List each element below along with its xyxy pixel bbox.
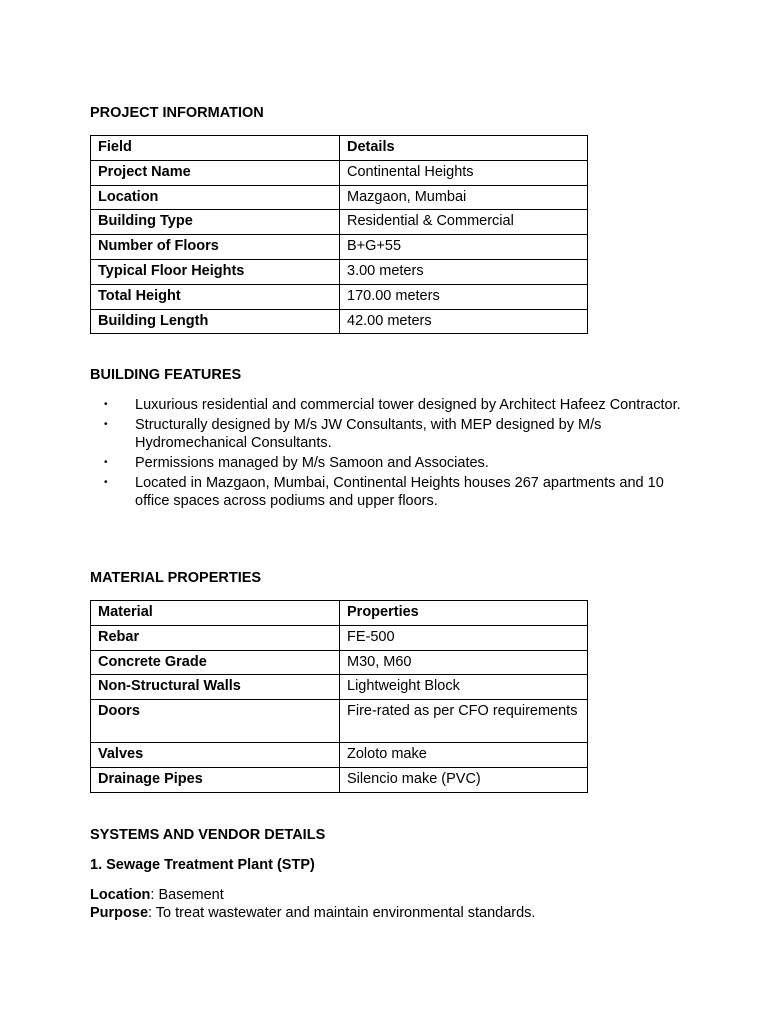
- field-cell: Total Height: [91, 284, 340, 309]
- list-item-text: Located in Mazgaon, Mumbai, Continental Heights houses 267 apartments and 10 office spaces across podiums and upper floors.: [135, 475, 664, 509]
- table-header-row: [91, 601, 588, 626]
- table-row: [91, 650, 588, 675]
- list-item: [90, 416, 690, 452]
- table-row: [91, 235, 588, 260]
- details-cell: 170.00 meters: [340, 284, 588, 309]
- bullet-icon: •: [104, 399, 108, 410]
- table-row: [91, 309, 588, 334]
- field-cell: Number of Floors: [91, 235, 340, 260]
- field-cell: Location: [91, 185, 340, 210]
- project-information-table: [90, 135, 588, 334]
- building-features-list: [90, 396, 690, 512]
- properties-cell: Fire-rated as per CFO requirements: [340, 700, 588, 743]
- table-row: [91, 700, 588, 743]
- details-cell: Residential & Commercial: [340, 210, 588, 235]
- material-cell: Concrete Grade: [91, 650, 340, 675]
- bullet-icon: •: [104, 477, 108, 488]
- details-cell: Continental Heights: [340, 160, 588, 185]
- list-item-text: Permissions managed by M/s Samoon and Associates.: [135, 455, 489, 471]
- details-cell: Mazgaon, Mumbai: [340, 185, 588, 210]
- list-item: [90, 396, 690, 414]
- properties-cell: Silencio make (PVC): [340, 767, 588, 792]
- field-cell: Typical Floor Heights: [91, 259, 340, 284]
- table-row: [91, 767, 588, 792]
- list-item: [90, 474, 690, 510]
- details-cell: 3.00 meters: [340, 259, 588, 284]
- material-cell: Drainage Pipes: [91, 767, 340, 792]
- table-row: [91, 160, 588, 185]
- building-features-heading: BUILDING FEATURES: [90, 367, 242, 383]
- material-cell: Rebar: [91, 625, 340, 650]
- column-header: Field: [91, 136, 340, 161]
- table-row: [91, 742, 588, 767]
- material-properties-heading: MATERIAL PROPERTIES: [90, 570, 262, 586]
- table-header-row: [91, 136, 588, 161]
- list-item-text: Luxurious residential and commercial tower designed by Architect Hafeez Contractor.: [135, 397, 681, 413]
- material-properties-table: [90, 600, 588, 793]
- properties-cell: Zoloto make: [340, 742, 588, 767]
- list-item: [90, 454, 690, 472]
- list-item-text: Structurally designed by M/s JW Consultants, with MEP designed by M/s Hydromechanical Consultants.: [135, 417, 602, 451]
- properties-cell: Lightweight Block: [340, 675, 588, 700]
- properties-cell: FE-500: [340, 625, 588, 650]
- table-row: [91, 185, 588, 210]
- table-row: [91, 259, 588, 284]
- bullet-icon: •: [104, 419, 108, 430]
- material-cell: Non-Structural Walls: [91, 675, 340, 700]
- stp-purpose-line: [90, 904, 535, 922]
- column-header: Material: [91, 601, 340, 626]
- material-cell: Valves: [91, 742, 340, 767]
- location-label: Location: [90, 887, 151, 903]
- details-cell: B+G+55: [340, 235, 588, 260]
- field-cell: Building Type: [91, 210, 340, 235]
- purpose-label: Purpose: [90, 905, 149, 921]
- field-cell: Building Length: [91, 309, 340, 334]
- purpose-value: : To treat wastewater and maintain environmental standards.: [148, 905, 536, 921]
- field-cell: Project Name: [91, 160, 340, 185]
- column-header: Details: [340, 136, 588, 161]
- material-cell: Doors: [91, 700, 340, 743]
- systems-heading: SYSTEMS AND VENDOR DETAILS: [90, 827, 326, 843]
- project-information-heading: PROJECT INFORMATION: [90, 105, 264, 121]
- stp-subheading: 1. Sewage Treatment Plant (STP): [90, 857, 315, 873]
- table-row: [91, 284, 588, 309]
- stp-location-line: [90, 886, 224, 904]
- table-row: [91, 210, 588, 235]
- location-value: : Basement: [150, 887, 224, 903]
- properties-cell: M30, M60: [340, 650, 588, 675]
- table-row: [91, 675, 588, 700]
- table-row: [91, 625, 588, 650]
- details-cell: 42.00 meters: [340, 309, 588, 334]
- column-header: Properties: [340, 601, 588, 626]
- bullet-icon: •: [104, 457, 108, 468]
